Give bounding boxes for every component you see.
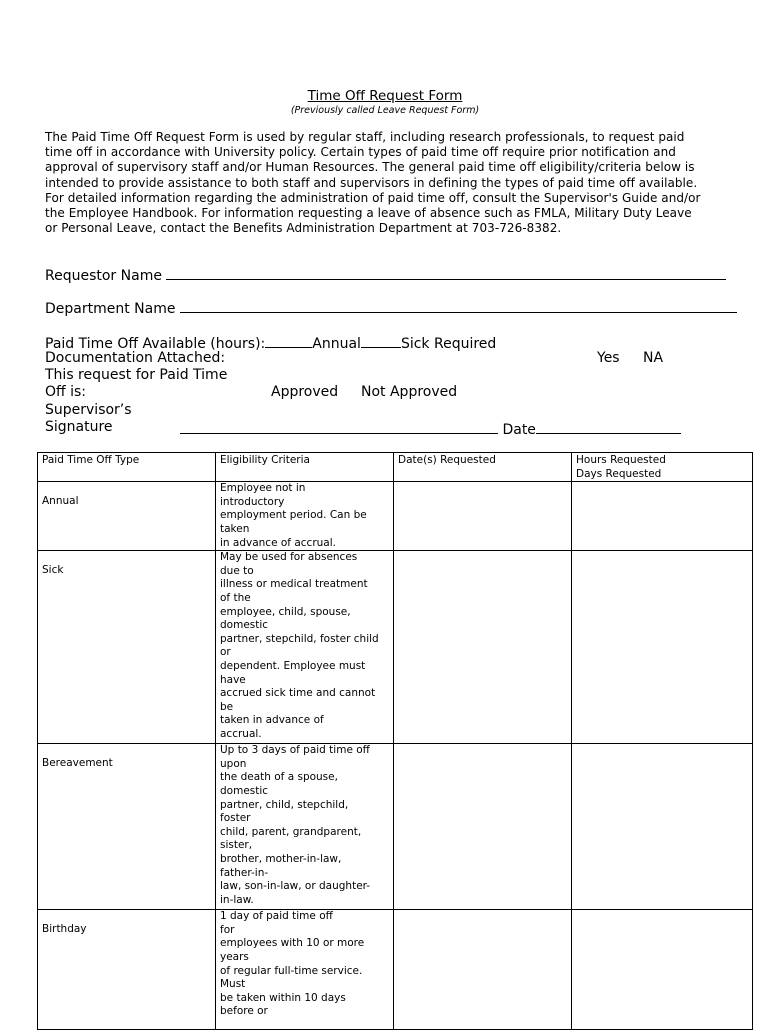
criteria-line: accrual. (220, 727, 262, 740)
criteria-line: be taken within 10 days (220, 991, 346, 1004)
criteria-line: brother, mother-in-law, (220, 852, 342, 865)
row-criteria (216, 744, 394, 910)
row-dates-input[interactable] (394, 744, 572, 910)
criteria-line: Must (220, 978, 246, 991)
row-type: Birthday (38, 910, 216, 1030)
header-hours-line1: Hours Requested (576, 454, 666, 466)
criteria-line: employees with 10 or more (220, 937, 365, 950)
requestor-row (45, 265, 726, 284)
row-criteria (216, 551, 394, 744)
criteria-line: partner, child, stepchild, (220, 798, 349, 811)
criteria-line: for (220, 923, 235, 936)
row-dates-input[interactable] (394, 910, 572, 1030)
request-status-label-line2: Off is: (45, 384, 87, 400)
form-title: Time Off Request Form (307, 88, 463, 104)
criteria-line: the death of a spouse, (220, 771, 338, 784)
criteria-line: illness or medical treatment (220, 578, 368, 591)
row-criteria (216, 482, 394, 551)
annual-hours-field[interactable] (265, 333, 312, 348)
signature-row (180, 419, 681, 438)
date-field[interactable] (536, 419, 681, 434)
row-dates-input[interactable] (394, 482, 572, 551)
header-dates: Date(s) Requested (394, 453, 572, 482)
sick-label: Sick Required (400, 336, 497, 352)
pto-available-label: Paid Time Off Available (hours): (45, 336, 266, 352)
intro-paragraph: The Paid Time Off Request Form is used by regular staff, including research professionals, to request paid time off in accordance with University policy. Certain types of paid time off require prior notification and approval of supervisory staff and/or Human Resources. The general paid time off eligibility/criteria below is intended to provide assistance to both staff and supervisors in defining the types of paid time off available. For detailed information regarding the administration of paid time off, consult the Supervisor's Guide and/or the Employee Handbook. For information requesting a leave of absence such as FMLA, Military Duty Leave or Personal Leave, contact the Benefits Administration Department at 703-726-8382. (45, 130, 701, 236)
documentation-label: Documentation Attached: (45, 350, 226, 366)
department-row (45, 298, 737, 317)
criteria-line: in-law. (220, 893, 254, 906)
criteria-line: partner, stepchild, foster child (220, 632, 379, 645)
criteria-line: due to (220, 564, 254, 577)
row-hours-input[interactable] (572, 551, 753, 744)
table-header-row (38, 453, 753, 482)
requestor-name-field[interactable] (166, 265, 726, 280)
header-type: Paid Time Off Type (38, 453, 216, 482)
row-hours-input[interactable] (572, 744, 753, 910)
criteria-line: father-in- (220, 866, 269, 879)
criteria-line: of the (220, 591, 251, 604)
criteria-line: be (220, 700, 234, 713)
row-hours-input[interactable] (572, 910, 753, 1030)
criteria-line: before or (220, 1005, 268, 1018)
header-hours (572, 453, 753, 482)
criteria-line: in advance of accrual. (220, 536, 336, 549)
pto-table (37, 452, 753, 1030)
table-row (38, 482, 753, 551)
row-hours-input[interactable] (572, 482, 753, 551)
table-row (38, 910, 753, 1030)
criteria-line: child, parent, grandparent, (220, 825, 362, 838)
date-label: Date (502, 422, 536, 438)
annual-label: Annual (312, 336, 361, 352)
criteria-line: upon (220, 757, 247, 770)
table-row (38, 551, 753, 744)
row-type: Bereavement (38, 744, 216, 910)
criteria-line: introductory (220, 495, 285, 508)
row-type: Sick (38, 551, 216, 744)
criteria-line: sister, (220, 839, 253, 852)
supervisor-signature-field[interactable] (180, 419, 498, 434)
documentation-na-option[interactable]: NA (643, 350, 664, 366)
criteria-line: of regular full-time service. (220, 964, 363, 977)
approved-option[interactable]: Approved (271, 384, 339, 400)
supervisor-label-line2: Signature (45, 419, 113, 435)
criteria-line: foster (220, 812, 251, 825)
criteria-line: accrued sick time and cannot (220, 687, 376, 700)
criteria-line: 1 day of paid time off (220, 910, 333, 923)
criteria-line: May be used for absences (220, 551, 358, 564)
criteria-line: employment period. Can be (220, 509, 367, 522)
header-criteria: Eligibility Criteria (216, 453, 394, 482)
form-subtitle: (Previously called Leave Request Form) (290, 105, 480, 116)
sick-hours-field[interactable] (361, 333, 401, 348)
criteria-line: domestic (220, 784, 269, 797)
criteria-line: Employee not in (220, 482, 306, 495)
criteria-line: employee, child, spouse, (220, 605, 351, 618)
row-type: Annual (38, 482, 216, 551)
criteria-line: taken (220, 522, 250, 535)
supervisor-label-line1: Supervisor’s (45, 402, 132, 418)
request-status-label-line1: This request for Paid Time (45, 367, 228, 383)
requestor-label: Requestor Name (45, 268, 162, 284)
row-criteria (216, 910, 394, 1030)
criteria-line: dependent. Employee must (220, 659, 366, 672)
header-hours-line2: Days Requested (576, 467, 662, 480)
criteria-line: law, son-in-law, or daughter- (220, 880, 371, 893)
documentation-yes-option[interactable]: Yes (597, 350, 620, 366)
department-name-field[interactable] (180, 298, 737, 313)
criteria-line: years (220, 950, 249, 963)
criteria-line: or (220, 646, 231, 659)
not-approved-option[interactable]: Not Approved (361, 384, 458, 400)
criteria-line: Up to 3 days of paid time off (220, 744, 370, 757)
criteria-line: have (220, 673, 246, 686)
row-dates-input[interactable] (394, 551, 572, 744)
table-row (38, 744, 753, 910)
criteria-line: taken in advance of (220, 714, 324, 727)
department-label: Department Name (45, 301, 176, 317)
criteria-line: domestic (220, 619, 269, 632)
